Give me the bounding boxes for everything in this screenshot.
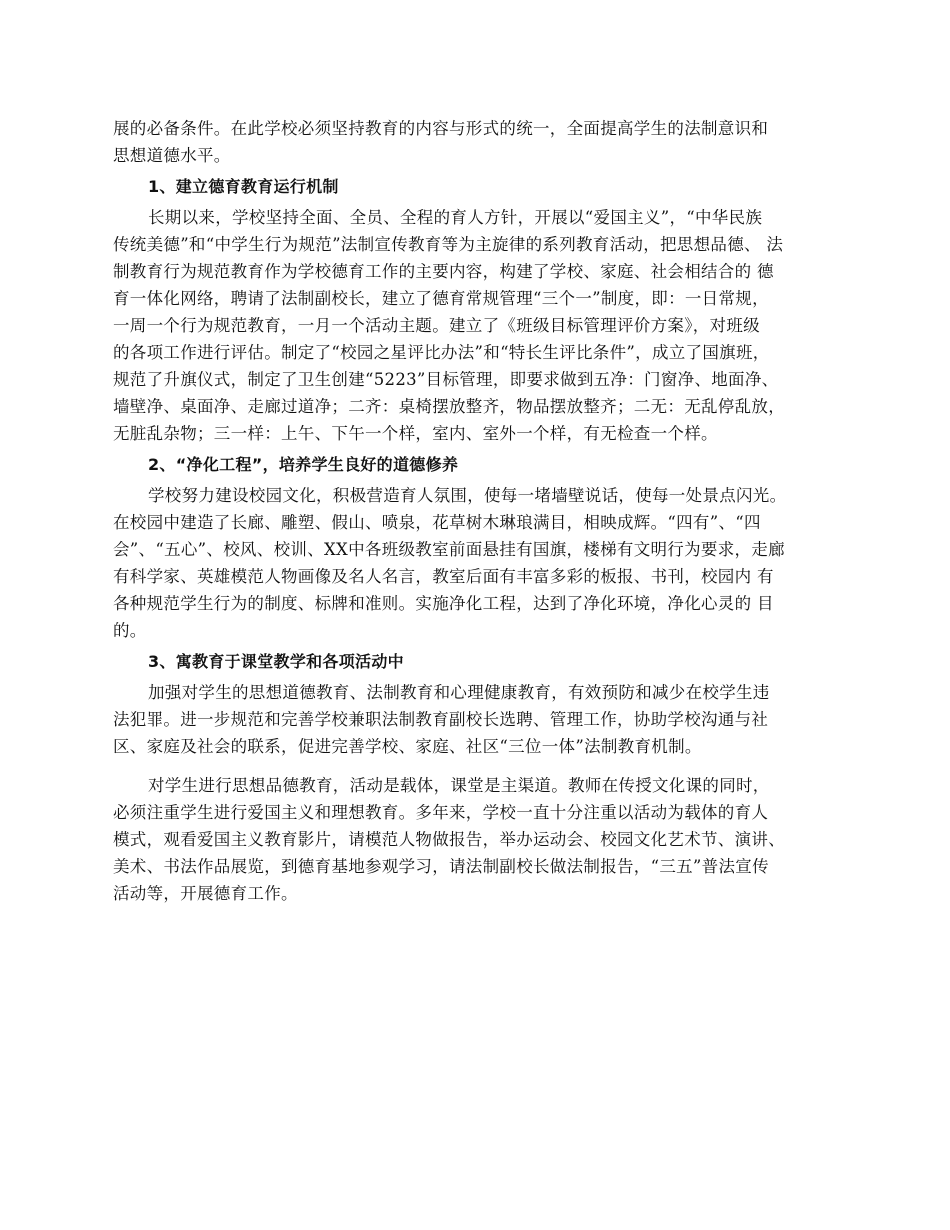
paragraph-spacer [113, 760, 861, 772]
text-line: 加强对学生的思想道德教育、法制教育和心理健康教育，有效预防和减少在校学生违 [148, 683, 770, 702]
text-line: 区、家庭及社会的联系，促进完善学校、家庭、社区“三位一体”法制教育机制。 [113, 737, 702, 756]
document-body [113, 115, 861, 907]
text-line: 活动等，开展德育工作。 [113, 884, 298, 903]
text-line: 法犯罪。进一步规范和完善学校兼职法制教育副校长选聘、管理工作，协助学校沟通与社 [113, 710, 769, 729]
text-line: 的。 [113, 621, 147, 640]
section-3-paragraph-2 [113, 772, 861, 907]
text-line: 制教育行为规范教育作为学校德育工作的主要内容，构建了学校、家庭、社会相结合的 德 [113, 262, 774, 281]
intro-paragraph [113, 115, 861, 169]
text-line: 美术、书法作品展览，到德育基地参观学习，请法制副校长做法制报告，“三五”普法宣传 [113, 857, 769, 876]
text-line: 展的必备条件。在此学校必须坚持教育的内容与形式的统一，全面提高学生的法制意识和 [113, 119, 769, 138]
text-line: 传统美德”和“中学生行为规范”法制宣传教育等为主旋律的系列教育活动，把思想品德、 法 [113, 235, 784, 254]
text-line: 在校园中建造了长廊、雕塑、假山、喷泉，花草树木琳琅满目，相映成辉。“四有”、“四 [113, 513, 761, 532]
text-line: 会”、“五心”、校风、校训、XX中各班级教室前面悬挂有国旗，楼梯有文明行为要求，走廊 [113, 540, 785, 559]
text-line: 各种规范学生行为的制度、标牌和准则。实施净化工程，达到了净化环境，净化心灵的 目 [113, 594, 774, 613]
section-heading-3: 3、寓教育于课堂教学和各项活动中 [148, 652, 404, 671]
text-line: 的各项工作进行评估。制定了“校园之星评比办法”和“特长生评比条件”，成立了国旗班， [113, 343, 770, 362]
section-3-paragraph-1 [113, 679, 861, 760]
section-1-paragraph [113, 204, 861, 447]
text-line: 育一体化网络，聘请了法制副校长，建立了德育常规管理“三个一”制度，即：一日常规， [113, 289, 769, 308]
section-heading-2: 2、“净化工程”，培养学生良好的道德修养 [148, 455, 459, 474]
text-line: 必须注重学生进行爱国主义和理想教育。多年来，学校一直十分注重以活动为载体的育人 [113, 803, 769, 822]
text-line: 长期以来，学校坚持全面、全员、全程的育人方针，开展以“爱国主义”，“中华民族 [148, 208, 763, 227]
text-line: 模式，观看爱国主义教育影片，请模范人物做报告，举办运动会、校园文化艺术节、演讲、 [113, 830, 785, 849]
text-line: 对学生进行思想品德教育，活动是载体，课堂是主渠道。教师在传授文化课的同时， [148, 776, 770, 795]
text-line: 思想道德水平。 [113, 146, 231, 165]
text-line: 无脏乱杂物；三一样：上午、下午一个样，室内、室外一个样，有无检查一个样。 [113, 424, 718, 443]
section-heading-1: 1、建立德育教育运行机制 [148, 177, 339, 196]
text-line: 规范了升旗仪式，制定了卫生创建“5223”目标管理，即要求做到五净：门窗净、地面净、 [113, 370, 779, 389]
section-2-paragraph [113, 482, 861, 644]
text-line: 学校努力建设校园文化，积极营造育人氛围，使每一堵墙壁说话，使每一处景点闪光。 [148, 486, 787, 505]
text-line: 一周一个行为规范教育，一月一个活动主题。建立了《班级目标管理评价方案》，对班级 [113, 316, 760, 335]
text-line: 墙壁净、桌面净、走廊过道净；二齐：桌椅摆放整齐，物品摆放整齐；二无：无乱停乱放， [113, 397, 785, 416]
text-line: 有科学家、英雄模范人物画像及名人名言，教室后面有丰富多彩的板报、书刊，校园内 有 [113, 567, 774, 586]
